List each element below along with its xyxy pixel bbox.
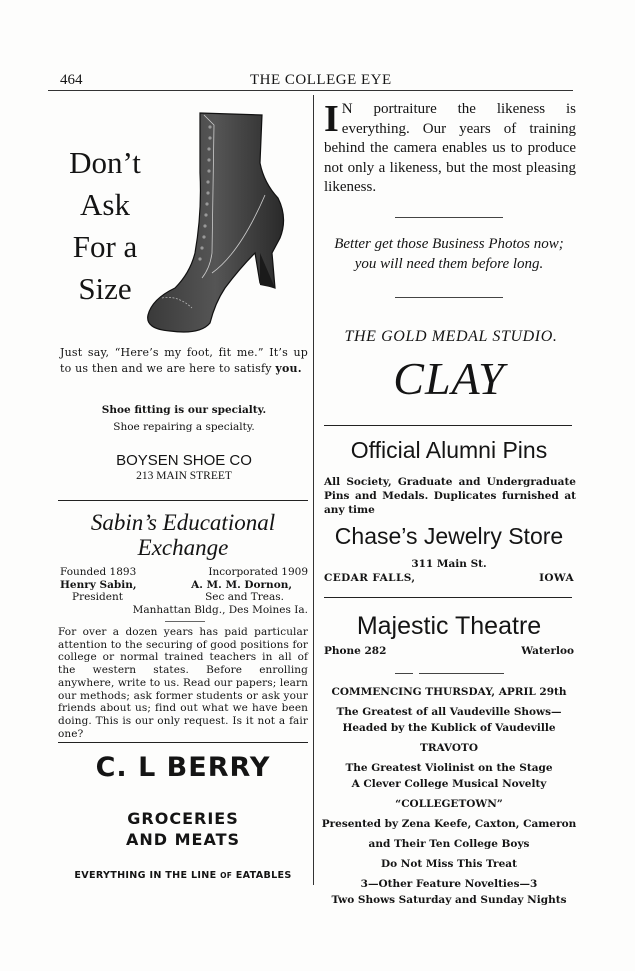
divider: [165, 621, 205, 622]
studio-name: THE GOLD MEDAL STUDIO.: [344, 328, 558, 345]
program-line: and Their Ten College Boys: [368, 838, 530, 850]
program-line: Headed by the Kublick of Vaudeville: [342, 722, 556, 734]
berry-name: C. L BERRY: [95, 752, 271, 783]
program-line: Do Not Miss This Treat: [381, 858, 517, 870]
page-number: 464: [60, 72, 83, 88]
boot-illustration: [140, 103, 290, 343]
program-line: The Greatest of all Vaudeville Shows—: [336, 706, 562, 718]
berry-slogan: EVERYTHING IN THE LINE OF EATABLES: [74, 870, 292, 881]
sabin-body: For over a dozen years has paid particular attention to the securing of good positions for college or normal trained teachers in all of the western states. Before enrolling anywhere, write to us. Read our papers; learn our methods; ask former students or ask your friends about us; find out what we have been doing. This is our only request. Is it not a fair one?: [58, 626, 308, 740]
program-line: A Clever College Musical Novelty: [351, 778, 547, 790]
drop-cap: I: [324, 98, 339, 140]
alumni-pins-headline: Official Alumni Pins: [350, 437, 548, 463]
program-line: 3—Other Feature Novelties—3: [360, 878, 538, 890]
program-line: “COLLEGETOWN”: [395, 798, 503, 810]
program-line: The Greatest Violinist on the Stage: [345, 762, 553, 774]
berry-products: GROCERIES AND MEATS: [125, 809, 241, 849]
studio-tagline: Better get those Business Photos now; you will need them before long.: [334, 236, 564, 272]
divider: [324, 425, 572, 426]
chase-location: CEDAR FALLS, IOWA: [324, 572, 574, 584]
publication-title: THE COLLEGE EYE: [250, 72, 392, 88]
boysen-specialties: [60, 402, 308, 436]
divider: [324, 597, 572, 598]
chase-store-name: Chase’s Jewelry Store: [334, 523, 564, 549]
sabin-info: Founded 1893 Incorporated 1909 Henry Sabin, A. M. M. Dornon, President Sec and Treas. Manhattan Bldg., Des Moines Ia.: [60, 566, 308, 616]
divider: [58, 742, 308, 743]
program-line: COMMENCING THURSDAY, APRIL 29th: [331, 686, 567, 698]
studio-owner: CLAY: [393, 353, 505, 404]
boysen-address: 213 MAIN STREET: [136, 470, 232, 482]
column-divider: [313, 95, 314, 885]
specialty-repairing: Shoe repairing a specialty.: [113, 421, 255, 433]
program-line: Two Shows Saturday and Sunday Nights: [331, 894, 567, 906]
boysen-name: BOYSEN SHOE CO: [116, 452, 252, 469]
alumni-pins-body: All Society, Graduate and Undergraduate Pins and Medals. Duplicates furnished at any time: [324, 476, 576, 516]
boysen-body: Just say, “Here’s my foot, fit me.” It’s up to us then and we are here to satisfy you.: [60, 346, 308, 375]
chase-address: 311 Main St.: [411, 558, 487, 570]
studio-body: I N portraiture the likeness is everything. Our years of training behind the camera enables us to produce not only a likeness, but the most pleasing likeness.: [324, 98, 576, 195]
divider: [419, 673, 504, 674]
sabin-title: Sabin’s Educational Exchange: [90, 510, 276, 560]
program-line: TRAVOTO: [420, 742, 478, 754]
header-divider: [48, 90, 573, 91]
divider: [395, 217, 503, 218]
divider: [58, 500, 308, 501]
divider: [395, 673, 413, 674]
specialty-fitting: Shoe fitting is our specialty.: [101, 404, 267, 416]
majestic-program: [318, 684, 580, 912]
majestic-name: Majestic Theatre: [356, 612, 542, 640]
majestic-contact: Phone 282 Waterloo: [324, 645, 574, 657]
program-line: Presented by Zena Keefe, Caxton, Cameron: [321, 818, 577, 830]
divider: [395, 297, 503, 298]
boysen-headline: Don’t Ask For a Size: [69, 145, 141, 306]
